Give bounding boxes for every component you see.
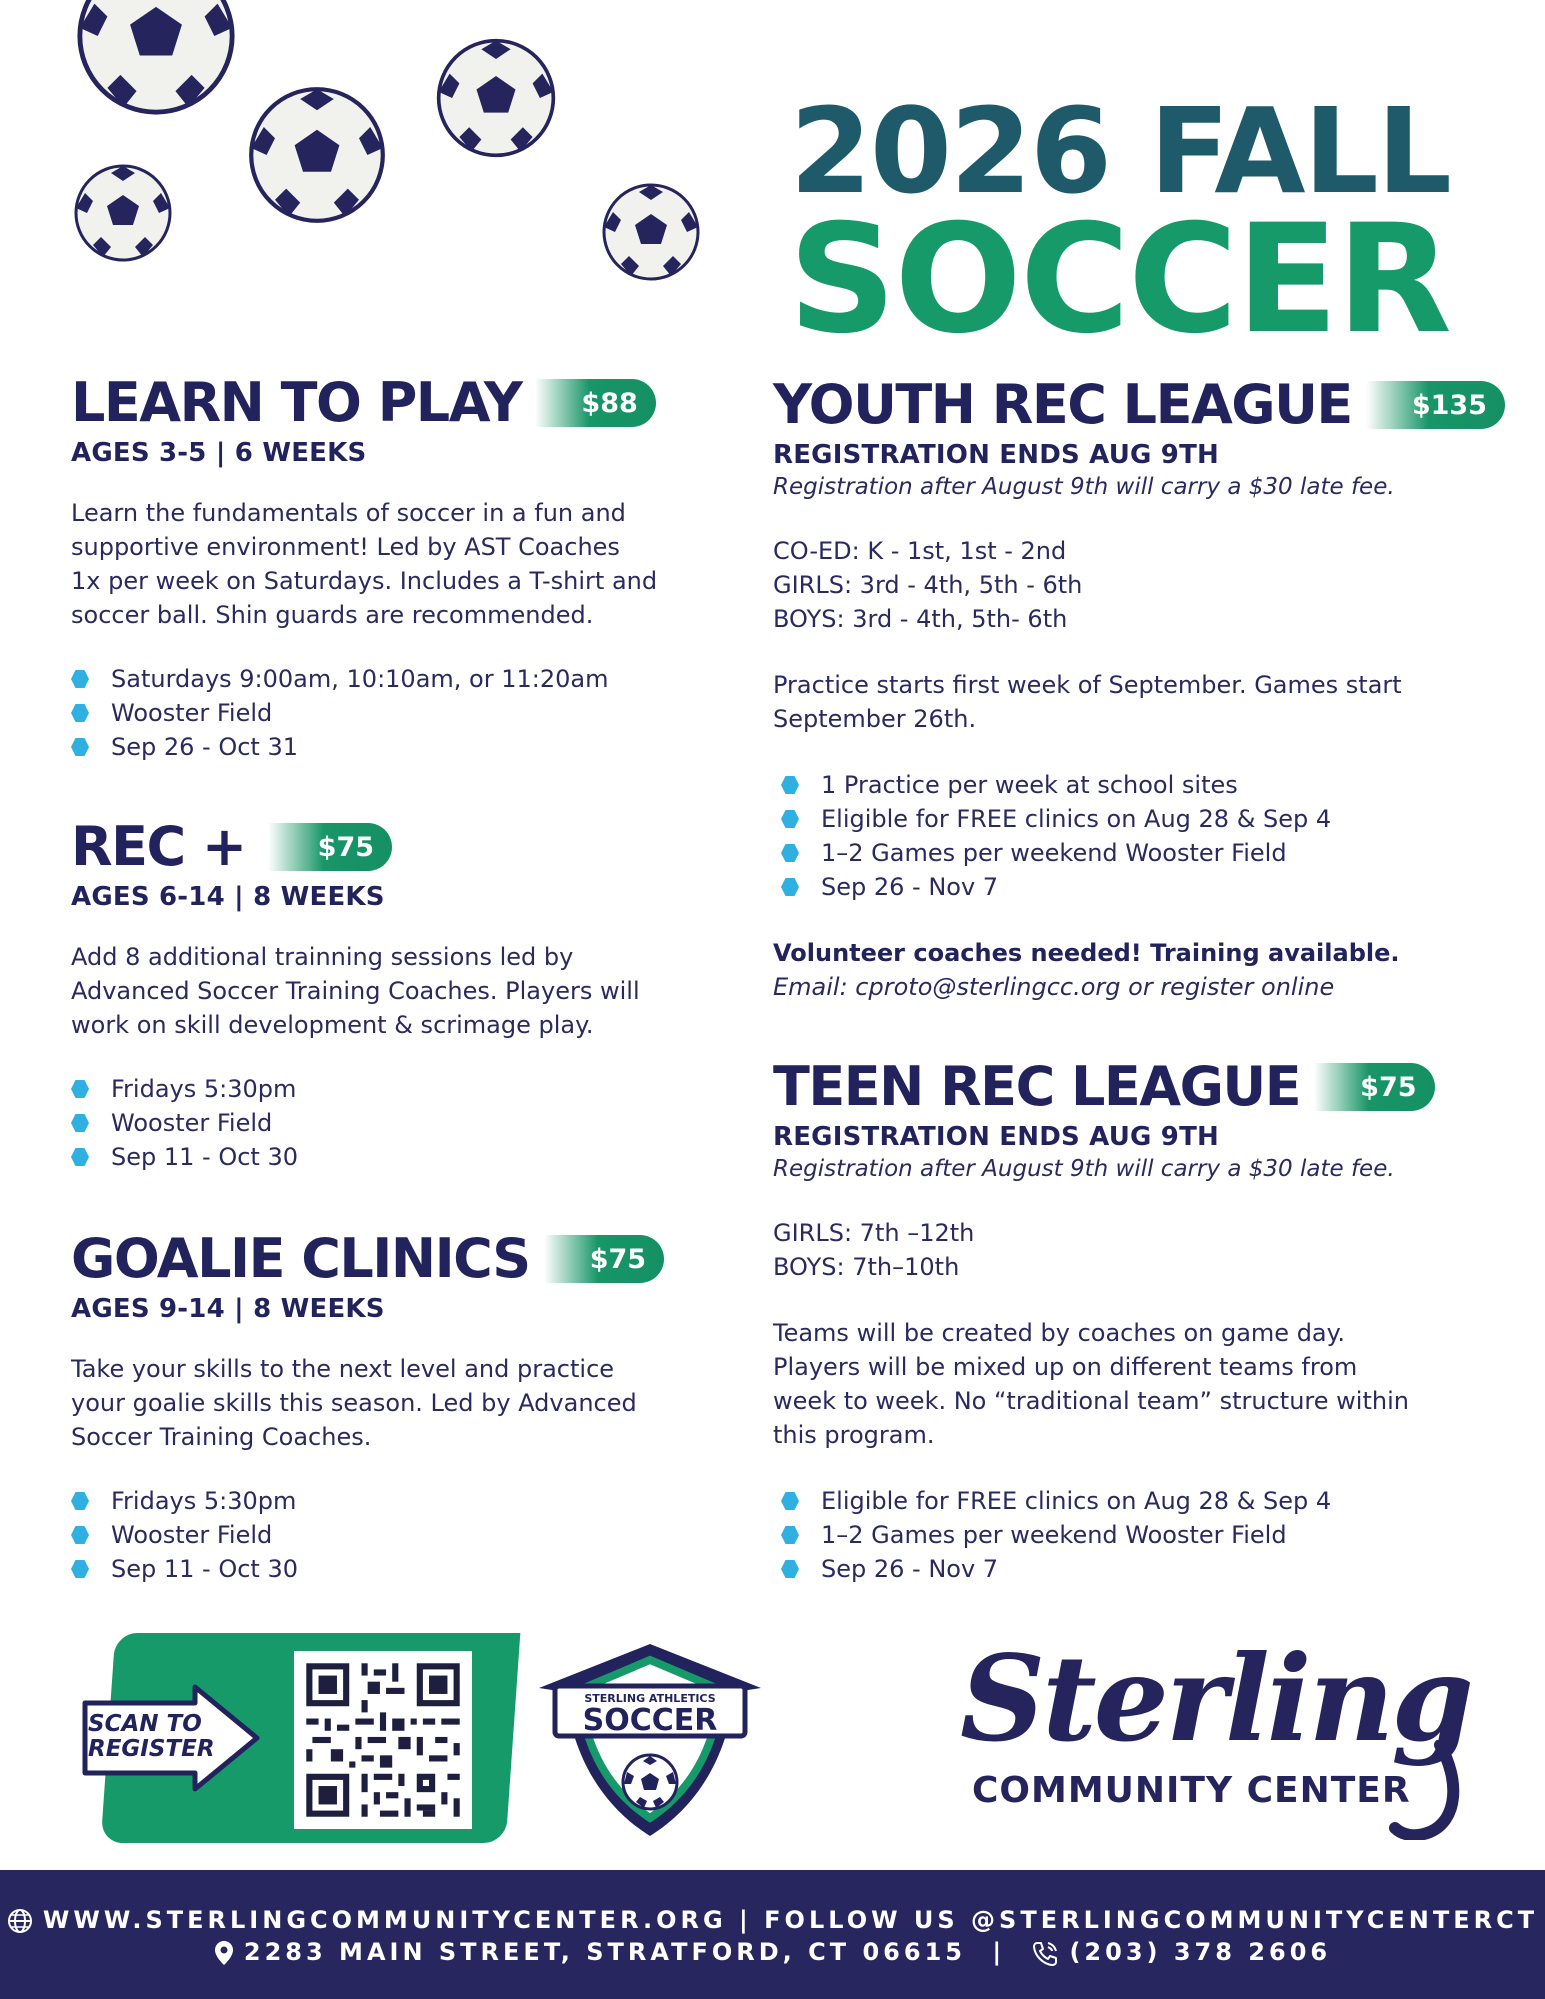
price-badge: $75 [268,823,392,871]
sterling-logo [960,1629,1480,1850]
program-title: GOALIE CLINICS [71,1227,530,1290]
list-item: Sep 11 - Oct 30 [71,1552,711,1586]
program-details [71,662,711,764]
logo-wordmark: Sterling [960,1629,1471,1768]
website-and-social[interactable]: WWW.STERLINGCOMMUNITYCENTER.ORG | FOLLOW US @STERLINGCOMMUNITYCENTERCT [42,1906,1539,1934]
list-item: 1–2 Games per weekend Wooster Field [781,1518,1493,1552]
program-title: YOUTH REC LEAGUE [773,373,1352,436]
program-title: REC + [71,815,246,878]
hexagon-bullet-icon [71,737,89,757]
volunteer-note: Volunteer coaches needed! Training available. [773,939,1400,967]
contact-email[interactable]: Email: cproto@sterlingcc.org or register online [773,973,1335,1001]
hexagon-bullet-icon [71,1525,89,1545]
title-line-1: 2026 FALL [789,82,1450,220]
hexagon-bullet-icon [781,1491,799,1511]
hexagon-bullet-icon [781,809,799,829]
hexagon-bullet-icon [781,877,799,897]
list-item: Fridays 5:30pm [71,1484,711,1518]
address: 2283 MAIN STREET, STRATFORD, CT 06615 [243,1938,966,1966]
scan-to-register-label: SCAN TO REGISTER [88,1711,215,1762]
hexagon-bullet-icon [71,1491,89,1511]
hexagon-bullet-icon [781,1559,799,1579]
program-details [71,1072,711,1174]
program-details [773,1484,1493,1586]
registration-deadline: REGISTRATION ENDS AUG 9TH [773,1122,1219,1152]
globe-icon [7,1908,33,1934]
youth-rec-league-section [773,373,1493,1004]
division-list: GIRLS: 7th –12th BOYS: 7th–10th [773,1219,975,1281]
phone-number[interactable]: (203) 378 2606 [1069,1938,1332,1966]
hexagon-bullet-icon [71,1113,89,1133]
price-badge: $75 [1314,1063,1434,1111]
price-badge: $88 [535,379,655,427]
list-item: Wooster Field [71,1106,711,1140]
goalie-clinics-section [71,1227,711,1586]
list-item: 1–2 Games per weekend Wooster Field [781,836,1493,870]
hexagon-bullet-icon [71,1147,89,1167]
list-item: 1 Practice per week at school sites [781,768,1493,802]
footer-separator: | [992,1938,1006,1966]
logo-swoosh [1380,1740,1475,1840]
list-item: Eligible for FREE clinics on Aug 28 & Sep 4 [781,1484,1493,1518]
badge-main-text: SOCCER [582,1703,718,1738]
hexagon-bullet-icon [781,1525,799,1545]
program-description: Teams will be created by coaches on game day. Players will be mixed up on different teams from week to week. No “traditional team” structure within this program. [773,1319,1409,1449]
program-description: Learn the fundamentals of soccer in a fun and supportive environment! Led by AST Coaches 1x per week on Saturdays. Includes a T-shirt and soccer ball. Shin guards are recommended. [71,499,658,629]
list-item: Wooster Field [71,1518,711,1552]
list-item: Eligible for FREE clinics on Aug 28 & Sep 4 [781,802,1493,836]
list-item: Wooster Field [71,696,711,730]
late-fee-note: Registration after August 9th will carry a $30 late fee. [773,474,1395,500]
location-pin-icon [214,1940,234,1966]
teen-rec-league-section [773,1055,1493,1586]
footer-bar [0,1870,1545,1999]
late-fee-note: Registration after August 9th will carry a $30 late fee. [773,1156,1395,1182]
hexagon-bullet-icon [781,843,799,863]
registration-deadline: REGISTRATION ENDS AUG 9TH [773,440,1219,470]
hexagon-bullet-icon [781,775,799,795]
hexagon-bullet-icon [71,1079,89,1099]
soccer-ball-icon [601,182,701,282]
hexagon-bullet-icon [71,703,89,723]
soccer-ball-icon [623,1755,677,1809]
badge-top-text: STERLING ATHLETICS [584,1692,716,1705]
list-item: Sep 26 - Nov 7 [781,870,1493,904]
division-list: CO-ED: K - 1st, 1st - 2nd GIRLS: 3rd - 4th, 5th - 6th BOYS: 3rd - 4th, 5th- 6th [773,537,1083,633]
rec-plus-section [71,815,711,1174]
list-item: Fridays 5:30pm [71,1072,711,1106]
phone-icon [1031,1940,1059,1966]
program-title: LEARN TO PLAY [71,371,522,434]
program-details [71,1484,711,1586]
soccer-shield-badge [535,1640,765,1840]
price-badge: $135 [1366,381,1505,429]
program-subtitle: AGES 9-14 | 8 WEEKS [71,1294,385,1324]
soccer-ball-icon [73,163,173,263]
soccer-ball-icon [247,85,387,225]
program-description: Take your skills to the next level and practice your goalie skills this season. Led by Advanced Soccer Training Coaches. [71,1355,637,1451]
program-description: Practice starts first week of September. Games start September 26th. [773,671,1402,733]
qr-code-icon [294,1651,472,1829]
soccer-ball-icon [435,37,557,159]
list-item: Sep 26 - Oct 31 [71,730,711,764]
soccer-ball-icon [75,0,237,117]
footer-line-2 [0,1938,1545,1966]
footer-line-1 [0,1906,1545,1934]
hexagon-bullet-icon [71,1559,89,1579]
program-details [773,768,1493,904]
list-item: Sep 11 - Oct 30 [71,1140,711,1174]
title-line-2: SOCCER [788,193,1450,367]
hexagon-bullet-icon [71,669,89,689]
program-subtitle: AGES 6-14 | 8 WEEKS [71,882,385,912]
program-subtitle: AGES 3-5 | 6 WEEKS [71,438,367,468]
price-badge: $75 [544,1235,664,1283]
logo-tagline: COMMUNITY CENTER [972,1770,1411,1811]
program-title: TEEN REC LEAGUE [773,1055,1301,1118]
qr-code[interactable] [294,1651,472,1829]
list-item: Sep 26 - Nov 7 [781,1552,1493,1586]
learn-to-play-section [71,371,711,764]
program-description: Add 8 additional trainning sessions led by Advanced Soccer Training Coaches. Players will work on skill development & scrimage play. [71,943,640,1039]
list-item: Saturdays 9:00am, 10:10am, or 11:20am [71,662,711,696]
